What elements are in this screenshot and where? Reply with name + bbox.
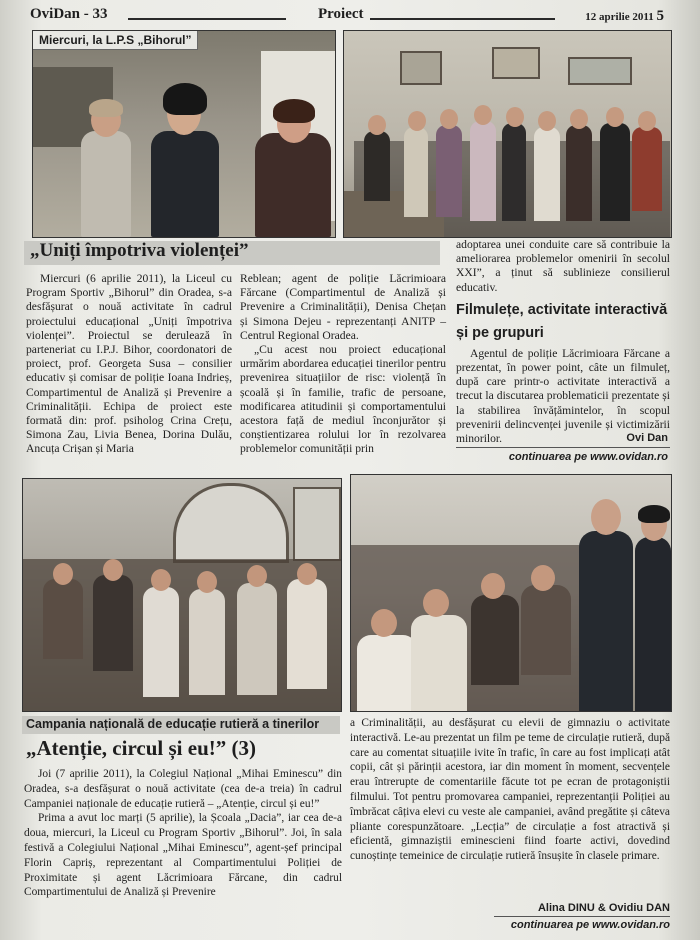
photo-lps-bihorul-guests: [32, 30, 336, 238]
header-rule-left: [128, 18, 286, 20]
article1-paragraph: „Cu acest nou proiect educațional urmărim abordarea educației tinerilor pentru prevenirea situațiilor de risc: violență în școală și în familie, trafic de persoane, modificarea atitudinii și comportamentului acestora față de mediul înconjurător și conștientizarea rolului lor în rezolvarea problemelor comunității prin: [240, 343, 447, 456]
article1-paragraph: adoptarea unei conduite care să contribuie la ameliorarea problemelor omenirii în secolul XXI”, a ținut să sublinieze consilierul educativ.: [456, 238, 670, 294]
article2-paragraph: Prima a avut loc marți (5 aprilie), la Școala „Dacia”, iar cea de-a doua, miercuri, la Liceul cu Program Sportiv „Bihorul”. Joi, în sala festivă a Colegiului Național „Mihai Eminescu”, agent-șef principal Florin Capriș, reprezentant al Compartimentului Poliției de Proximitate și agent Lăcrimioara Fărcane, din cadrul Compartimentului de Analiză și Prevenire: [24, 812, 342, 899]
photo-students-in-hall: [22, 478, 342, 712]
page-number: 5: [656, 8, 664, 24]
article2-kicker: Campania națională de educație rutieră a tinerilor: [26, 717, 320, 731]
page-header: [30, 6, 670, 24]
article1-column-2: [240, 272, 446, 457]
article1-paragraph: Agentul de poliție Lăcrimioara Fărcane a prezentat, în power point, câte un filmuleț, după care printr-o activitate interactivă a trecut la discutarea problematicii prezentate și la stabilirea învățămintelor, în scopul prevenirii delincvenței juvenile și victimizării minorilor.: [456, 346, 670, 446]
photo-student-group: [343, 30, 672, 238]
article2-paragraph: Joi (7 aprilie 2011), la Colegiul Național „Mihai Eminescu” din Oradea, s-a desfășurat o nouă activitate (cea de-a treia) în cadrul Campaniei naționale de educație rutieră – „Atenție, circul și eu!”: [24, 768, 342, 810]
photo-police-with-students: [350, 474, 672, 712]
article2-paragraph: a Criminalității, au desfășurat cu elevii de gimnaziu o activitate interactivă. Le-au prezentat un film pe teme de circulație rutieră, după care au comentat situațiile ivite în trafic, în care au fost implicați atât copii, cât și părinții acestora, iar din moment în moment, secvențele erau întrerupte de comentariile făcute tot pe ecran de protagoniștii filmului. Tot pentru promovarea campaniei, reprezentanții Poliției au îmbrăcat câțiva elevi cu veste ale campaniei, având pregătite și câteva pliante corespunzătoare. „Lecția” de circulație a fost atractivă și eficientă, gimnaziștii eminescieni fiind foarte activi, dovedind cunoștințe temeinice de circulație rutieră însușite în clasele primare.: [350, 717, 670, 863]
publication-name: OviDan - 33: [30, 6, 108, 22]
article1-title: „Uniți împotriva violenței”: [30, 240, 249, 261]
divider: [494, 916, 670, 917]
article1-subtitle: Filmulețe, activitate interactivă și pe grupuri: [456, 301, 668, 341]
article1-paragraph: Miercuri (6 aprilie 2011), la Liceul cu Program Sportiv „Bihorul” din Oradea, s-a desfășurat o nouă activitate în cadrul proiectului educațional „Uniți împotriva violenței”. Proiectul se derulează în parteneriat cu I.P.J. Bihor, coordonatori de proiect, prof. Georgeta Susa – consilier educativ și comisar de poliție Ioana Indrieș, Compartimentul de Analiză și Prevenire a Criminalității. Echipa de proiect este formată din: prof. psiholog Crina Crețu, Simona Zau, Livia Benea, Dorina Dulău, Ancuța Crișan și Maria: [26, 272, 232, 456]
article1-continued-link[interactable]: continuarea pe www.ovidan.ro: [508, 451, 668, 463]
article1-column-1: [26, 272, 232, 457]
article2-title: „Atenție, circul și eu!” (3): [26, 736, 256, 760]
article2-column-2: [350, 716, 670, 864]
article2-continued-link[interactable]: continuarea pe www.ovidan.ro: [510, 919, 670, 931]
article1-signature: Ovi Dan: [626, 432, 668, 444]
article2-signature: Alina DINU & Ovidiu DAN: [537, 902, 670, 914]
section-name: Proiect: [318, 6, 364, 22]
article2-column-1: [24, 767, 342, 900]
article1-column-3: [456, 238, 670, 446]
article1-paragraph: Reblean; agent de poliție Lăcrimioara Fărcane (Compartimentul de Analiză și Prevenire a Criminalității), Denisa Chețan și Simona Dejeu - reprezentanți ANITP – Centrul Regional Oradea.: [240, 272, 446, 342]
divider: [456, 447, 670, 448]
header-rule-right: [370, 18, 555, 20]
issue-date: 12 aprilie 2011 5: [585, 8, 664, 24]
photo-caption: Miercuri, la L.P.S „Bihorul”: [33, 31, 198, 50]
